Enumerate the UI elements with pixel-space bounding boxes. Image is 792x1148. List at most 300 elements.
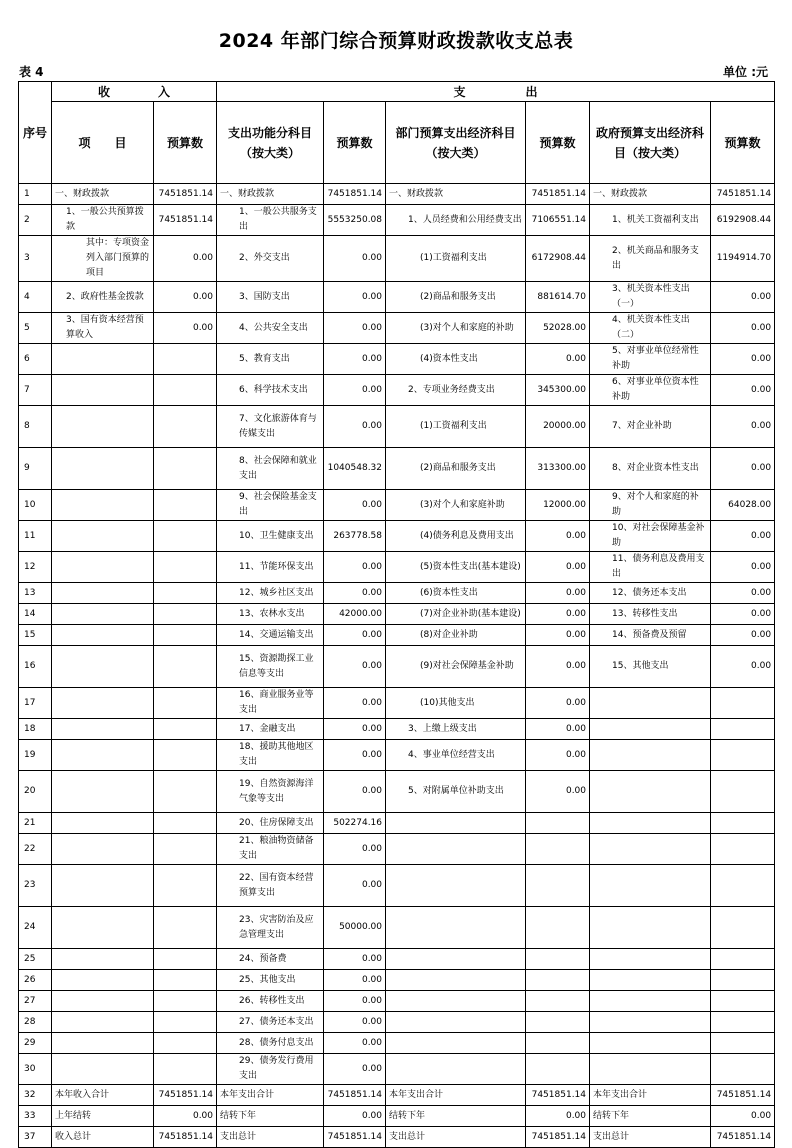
dept-econ-budget [526, 865, 590, 907]
income-item [52, 448, 154, 490]
dept-econ-item [386, 949, 526, 970]
gov-econ-budget [711, 688, 775, 719]
income-budget [154, 865, 217, 907]
income-item [52, 625, 154, 646]
income-budget [154, 771, 217, 813]
row-seq: 2 [19, 205, 52, 236]
gov-econ-item: 14、预备费及预留 [590, 625, 711, 646]
gov-econ-budget [711, 970, 775, 991]
table-row [19, 907, 775, 949]
func-item: 本年支出合计 [217, 1085, 324, 1106]
gov-econ-budget [711, 834, 775, 865]
dept-econ-budget: 0.00 [526, 344, 590, 375]
table-row [19, 184, 775, 205]
income-budget [154, 406, 217, 448]
table-row [19, 970, 775, 991]
income-item: 上年结转 [52, 1106, 154, 1127]
row-seq: 14 [19, 604, 52, 625]
gov-econ-budget: 7451851.14 [711, 1127, 775, 1148]
dept-econ-budget: 0.00 [526, 521, 590, 552]
income-item [52, 552, 154, 583]
func-budget: 0.00 [324, 552, 386, 583]
row-seq: 24 [19, 907, 52, 949]
income-item [52, 865, 154, 907]
row-seq: 15 [19, 625, 52, 646]
func-budget: 502274.16 [324, 813, 386, 834]
func-item: 17、金融支出 [217, 719, 324, 740]
gov-econ-item: 1、机关工资福利支出 [590, 205, 711, 236]
row-seq: 12 [19, 552, 52, 583]
income-item [52, 604, 154, 625]
dept-econ-budget: 12000.00 [526, 490, 590, 521]
row-seq: 3 [19, 236, 52, 282]
func-item: 11、节能环保支出 [217, 552, 324, 583]
row-seq: 27 [19, 991, 52, 1012]
func-item: 结转下年 [217, 1106, 324, 1127]
func-budget: 0.00 [324, 740, 386, 771]
income-item [52, 521, 154, 552]
gov-econ-budget [711, 740, 775, 771]
gov-econ-budget [711, 771, 775, 813]
income-budget [154, 740, 217, 771]
func-item: 27、债务还本支出 [217, 1012, 324, 1033]
func-item: 22、国有资本经营预算支出 [217, 865, 324, 907]
table-row [19, 604, 775, 625]
dept-econ-budget [526, 813, 590, 834]
table-row [19, 646, 775, 688]
gov-econ-budget: 0.00 [711, 521, 775, 552]
income-budget [154, 625, 217, 646]
func-budget: 0.00 [324, 688, 386, 719]
dept-econ-item: 3、上缴上级支出 [386, 719, 526, 740]
dept-econ-item: 5、对附属单位补助支出 [386, 771, 526, 813]
dept-econ-item [386, 834, 526, 865]
income-budget [154, 1033, 217, 1054]
func-budget: 0.00 [324, 236, 386, 282]
income-budget [154, 688, 217, 719]
gov-econ-budget [711, 991, 775, 1012]
dept-econ-item: 支出总计 [386, 1127, 526, 1148]
row-seq: 33 [19, 1106, 52, 1127]
dept-econ-item: 一、财政拨款 [386, 184, 526, 205]
dept-econ-item: (3)对个人和家庭的补助 [386, 313, 526, 344]
income-item [52, 646, 154, 688]
dept-econ-item [386, 865, 526, 907]
income-budget [154, 344, 217, 375]
row-seq: 1 [19, 184, 52, 205]
row-seq: 10 [19, 490, 52, 521]
table-number: 表 4 [19, 65, 44, 79]
row-seq: 29 [19, 1033, 52, 1054]
dept-econ-budget [526, 907, 590, 949]
func-item: 3、国防支出 [217, 282, 324, 313]
gov-econ-budget: 0.00 [711, 406, 775, 448]
gov-econ-item: 15、其他支出 [590, 646, 711, 688]
header-gov-econ: 政府预算支出经济科目（按大类） [590, 102, 711, 184]
dept-econ-budget: 0.00 [526, 583, 590, 604]
unit-label: 单位 :元 [723, 65, 768, 79]
dept-econ-budget: 6172908.44 [526, 236, 590, 282]
dept-econ-budget: 0.00 [526, 646, 590, 688]
income-budget [154, 552, 217, 583]
gov-econ-budget: 0.00 [711, 448, 775, 490]
gov-econ-item: 4、机关资本性支出（二） [590, 313, 711, 344]
dept-econ-item: 结转下年 [386, 1106, 526, 1127]
dept-econ-item: (1)工资福利支出 [386, 236, 526, 282]
func-budget: 0.00 [324, 991, 386, 1012]
table-row [19, 1106, 775, 1127]
row-seq: 28 [19, 1012, 52, 1033]
budget-table [18, 81, 775, 1148]
gov-econ-item: 结转下年 [590, 1106, 711, 1127]
table-row [19, 1085, 775, 1106]
func-item: 8、社会保障和就业支出 [217, 448, 324, 490]
row-seq: 16 [19, 646, 52, 688]
income-budget: 0.00 [154, 313, 217, 344]
func-item: 10、卫生健康支出 [217, 521, 324, 552]
dept-econ-budget: 7451851.14 [526, 1127, 590, 1148]
func-budget: 0.00 [324, 834, 386, 865]
dept-econ-budget: 0.00 [526, 740, 590, 771]
func-item: 13、农林水支出 [217, 604, 324, 625]
table-row [19, 344, 775, 375]
dept-econ-item: 2、专项业务经费支出 [386, 375, 526, 406]
income-budget [154, 970, 217, 991]
income-budget [154, 490, 217, 521]
dept-econ-item: (6)资本性支出 [386, 583, 526, 604]
func-budget: 7451851.14 [324, 1127, 386, 1148]
gov-econ-item: 7、对企业补助 [590, 406, 711, 448]
income-budget [154, 1012, 217, 1033]
income-item [52, 1033, 154, 1054]
table-row [19, 719, 775, 740]
gov-econ-item [590, 834, 711, 865]
gov-econ-budget: 1194914.70 [711, 236, 775, 282]
dept-econ-item: (7)对企业补助(基本建设) [386, 604, 526, 625]
gov-econ-budget [711, 1033, 775, 1054]
row-seq: 4 [19, 282, 52, 313]
income-budget [154, 604, 217, 625]
func-item: 1、一般公共服务支出 [217, 205, 324, 236]
header-func: 支出功能分科目（按大类） [217, 102, 324, 184]
gov-econ-budget: 0.00 [711, 313, 775, 344]
dept-econ-item: (10)其他支出 [386, 688, 526, 719]
header-dept-budget: 预算数 [526, 102, 590, 184]
table-row [19, 688, 775, 719]
gov-econ-item: 5、对事业单位经常性补助 [590, 344, 711, 375]
table-row [19, 583, 775, 604]
page-title: 2024 年部门综合预算财政拨款收支总表 [218, 30, 574, 52]
header-item: 项 目 [52, 102, 154, 184]
table-row [19, 991, 775, 1012]
func-budget: 0.00 [324, 282, 386, 313]
gov-econ-budget: 0.00 [711, 375, 775, 406]
income-item [52, 375, 154, 406]
func-item: 29、债务发行费用支出 [217, 1054, 324, 1085]
dept-econ-item: 本年支出合计 [386, 1085, 526, 1106]
gov-econ-budget: 0.00 [711, 282, 775, 313]
row-seq: 9 [19, 448, 52, 490]
row-seq: 25 [19, 949, 52, 970]
dept-econ-item: (5)资本性支出(基本建设) [386, 552, 526, 583]
gov-econ-item: 12、债务还本支出 [590, 583, 711, 604]
dept-econ-item: (8)对企业补助 [386, 625, 526, 646]
income-item: 2、政府性基金拨款 [52, 282, 154, 313]
gov-econ-budget: 0.00 [711, 552, 775, 583]
income-item [52, 813, 154, 834]
income-item [52, 1054, 154, 1085]
func-item: 6、科学技术支出 [217, 375, 324, 406]
func-budget: 0.00 [324, 1033, 386, 1054]
gov-econ-budget: 0.00 [711, 1106, 775, 1127]
func-item: 15、资源勘探工业信息等支出 [217, 646, 324, 688]
income-budget [154, 375, 217, 406]
gov-econ-item [590, 865, 711, 907]
income-item [52, 834, 154, 865]
func-budget: 0.00 [324, 375, 386, 406]
func-item: 23、灾害防治及应急管理支出 [217, 907, 324, 949]
gov-econ-budget: 0.00 [711, 344, 775, 375]
func-item: 28、债务付息支出 [217, 1033, 324, 1054]
dept-econ-budget: 0.00 [526, 771, 590, 813]
dept-econ-budget: 313300.00 [526, 448, 590, 490]
gov-econ-item [590, 970, 711, 991]
income-budget [154, 1054, 217, 1085]
row-seq: 30 [19, 1054, 52, 1085]
func-budget: 7451851.14 [324, 1085, 386, 1106]
income-budget: 7451851.14 [154, 184, 217, 205]
gov-econ-item: 10、对社会保障基金补助 [590, 521, 711, 552]
dept-econ-item: (1)工资福利支出 [386, 406, 526, 448]
row-seq: 7 [19, 375, 52, 406]
income-item [52, 719, 154, 740]
gov-econ-item [590, 1033, 711, 1054]
gov-econ-budget: 0.00 [711, 625, 775, 646]
table-row [19, 740, 775, 771]
dept-econ-item: (4)资本性支出 [386, 344, 526, 375]
gov-econ-budget: 64028.00 [711, 490, 775, 521]
gov-econ-item [590, 719, 711, 740]
gov-econ-item: 13、转移性支出 [590, 604, 711, 625]
table-row [19, 1012, 775, 1033]
func-budget: 0.00 [324, 646, 386, 688]
income-item [52, 490, 154, 521]
dept-econ-budget: 345300.00 [526, 375, 590, 406]
gov-econ-item [590, 740, 711, 771]
income-budget [154, 521, 217, 552]
income-item [52, 949, 154, 970]
dept-econ-budget [526, 834, 590, 865]
func-item: 18、援助其他地区支出 [217, 740, 324, 771]
income-budget [154, 834, 217, 865]
gov-econ-budget: 7451851.14 [711, 184, 775, 205]
income-item [52, 583, 154, 604]
table-row [19, 771, 775, 813]
table-row [19, 1127, 775, 1148]
table-row [19, 205, 775, 236]
func-budget: 42000.00 [324, 604, 386, 625]
header-dept-econ: 部门预算支出经济科目（按大类） [386, 102, 526, 184]
table-row [19, 813, 775, 834]
dept-econ-budget: 7451851.14 [526, 184, 590, 205]
dept-econ-budget [526, 1054, 590, 1085]
income-item: 其中：专项资金列入部门预算的项目 [52, 236, 154, 282]
gov-econ-budget [711, 1054, 775, 1085]
income-budget [154, 583, 217, 604]
gov-econ-budget: 0.00 [711, 583, 775, 604]
table-row [19, 834, 775, 865]
func-item: 24、预备费 [217, 949, 324, 970]
income-item [52, 740, 154, 771]
row-seq: 21 [19, 813, 52, 834]
dept-econ-budget [526, 1012, 590, 1033]
func-budget: 0.00 [324, 949, 386, 970]
header-func-budget: 预算数 [324, 102, 386, 184]
func-item: 26、转移性支出 [217, 991, 324, 1012]
row-seq: 5 [19, 313, 52, 344]
gov-econ-budget [711, 865, 775, 907]
row-seq: 6 [19, 344, 52, 375]
table-row [19, 490, 775, 521]
gov-econ-item: 一、财政拨款 [590, 184, 711, 205]
gov-econ-item [590, 1054, 711, 1085]
dept-econ-budget: 52028.00 [526, 313, 590, 344]
table-row [19, 448, 775, 490]
income-item [52, 991, 154, 1012]
dept-econ-budget: 20000.00 [526, 406, 590, 448]
func-item: 7、文化旅游体育与传媒支出 [217, 406, 324, 448]
table-row [19, 1054, 775, 1085]
gov-econ-item: 8、对企业资本性支出 [590, 448, 711, 490]
func-budget: 0.00 [324, 771, 386, 813]
row-seq: 26 [19, 970, 52, 991]
dept-econ-item: (2)商品和服务支出 [386, 282, 526, 313]
func-budget: 0.00 [324, 970, 386, 991]
row-seq: 20 [19, 771, 52, 813]
func-budget: 0.00 [324, 1054, 386, 1085]
func-budget: 7451851.14 [324, 184, 386, 205]
income-item [52, 1012, 154, 1033]
gov-econ-item: 2、机关商品和服务支出 [590, 236, 711, 282]
table-row [19, 282, 775, 313]
func-budget: 0.00 [324, 406, 386, 448]
header-gov-budget: 预算数 [711, 102, 775, 184]
row-seq: 22 [19, 834, 52, 865]
func-item: 一、财政拨款 [217, 184, 324, 205]
income-item [52, 907, 154, 949]
header-expense: 支 出 [217, 82, 775, 102]
table-row [19, 625, 775, 646]
header-income: 收 入 [52, 82, 217, 102]
income-budget [154, 719, 217, 740]
dept-econ-item: (4)债务利息及费用支出 [386, 521, 526, 552]
gov-econ-item: 6、对事业单位资本性补助 [590, 375, 711, 406]
table-row [19, 865, 775, 907]
dept-econ-budget: 0.00 [526, 625, 590, 646]
income-item [52, 406, 154, 448]
table-row [19, 406, 775, 448]
dept-econ-item: 4、事业单位经营支出 [386, 740, 526, 771]
gov-econ-budget [711, 907, 775, 949]
func-budget: 263778.58 [324, 521, 386, 552]
dept-econ-item [386, 813, 526, 834]
table-row [19, 521, 775, 552]
gov-econ-budget [711, 949, 775, 970]
dept-econ-budget: 0.00 [526, 688, 590, 719]
func-item: 5、教育支出 [217, 344, 324, 375]
income-item: 3、国有资本经营预算收入 [52, 313, 154, 344]
income-budget [154, 448, 217, 490]
row-seq: 17 [19, 688, 52, 719]
income-item: 1、一般公共预算拨款 [52, 205, 154, 236]
gov-econ-item [590, 1012, 711, 1033]
row-seq: 37 [19, 1127, 52, 1148]
gov-econ-item: 11、债务利息及费用支出 [590, 552, 711, 583]
income-item [52, 688, 154, 719]
gov-econ-item: 3、机关资本性支出（一） [590, 282, 711, 313]
table-row [19, 375, 775, 406]
row-seq: 11 [19, 521, 52, 552]
func-budget: 0.00 [324, 1012, 386, 1033]
dept-econ-budget: 881614.70 [526, 282, 590, 313]
gov-econ-item [590, 949, 711, 970]
func-item: 2、外交支出 [217, 236, 324, 282]
gov-econ-budget: 6192908.44 [711, 205, 775, 236]
table-row [19, 949, 775, 970]
income-budget [154, 813, 217, 834]
dept-econ-budget: 0.00 [526, 1106, 590, 1127]
row-seq: 18 [19, 719, 52, 740]
header-income-budget: 预算数 [154, 102, 217, 184]
gov-econ-item [590, 907, 711, 949]
gov-econ-item [590, 813, 711, 834]
gov-econ-budget [711, 813, 775, 834]
func-item: 25、其他支出 [217, 970, 324, 991]
row-seq: 8 [19, 406, 52, 448]
func-item: 14、交通运输支出 [217, 625, 324, 646]
dept-econ-budget: 0.00 [526, 604, 590, 625]
func-budget: 50000.00 [324, 907, 386, 949]
func-budget: 0.00 [324, 719, 386, 740]
func-item: 16、商业服务业等支出 [217, 688, 324, 719]
row-seq: 13 [19, 583, 52, 604]
dept-econ-budget: 0.00 [526, 552, 590, 583]
gov-econ-budget: 0.00 [711, 646, 775, 688]
dept-econ-item [386, 1054, 526, 1085]
gov-econ-item [590, 991, 711, 1012]
table-row [19, 552, 775, 583]
dept-econ-item: (3)对个人和家庭补助 [386, 490, 526, 521]
table-row [19, 313, 775, 344]
dept-econ-budget: 7106551.14 [526, 205, 590, 236]
func-item: 21、粮油物资储备支出 [217, 834, 324, 865]
func-item: 9、社会保险基金支出 [217, 490, 324, 521]
dept-econ-item [386, 970, 526, 991]
income-item [52, 771, 154, 813]
income-item: 收入总计 [52, 1127, 154, 1148]
gov-econ-item: 支出总计 [590, 1127, 711, 1148]
gov-econ-budget [711, 719, 775, 740]
gov-econ-item: 本年支出合计 [590, 1085, 711, 1106]
gov-econ-item [590, 771, 711, 813]
dept-econ-item [386, 1012, 526, 1033]
income-budget [154, 991, 217, 1012]
income-item: 本年收入合计 [52, 1085, 154, 1106]
income-budget: 0.00 [154, 1106, 217, 1127]
gov-econ-budget [711, 1012, 775, 1033]
func-item: 12、城乡社区支出 [217, 583, 324, 604]
dept-econ-budget: 7451851.14 [526, 1085, 590, 1106]
